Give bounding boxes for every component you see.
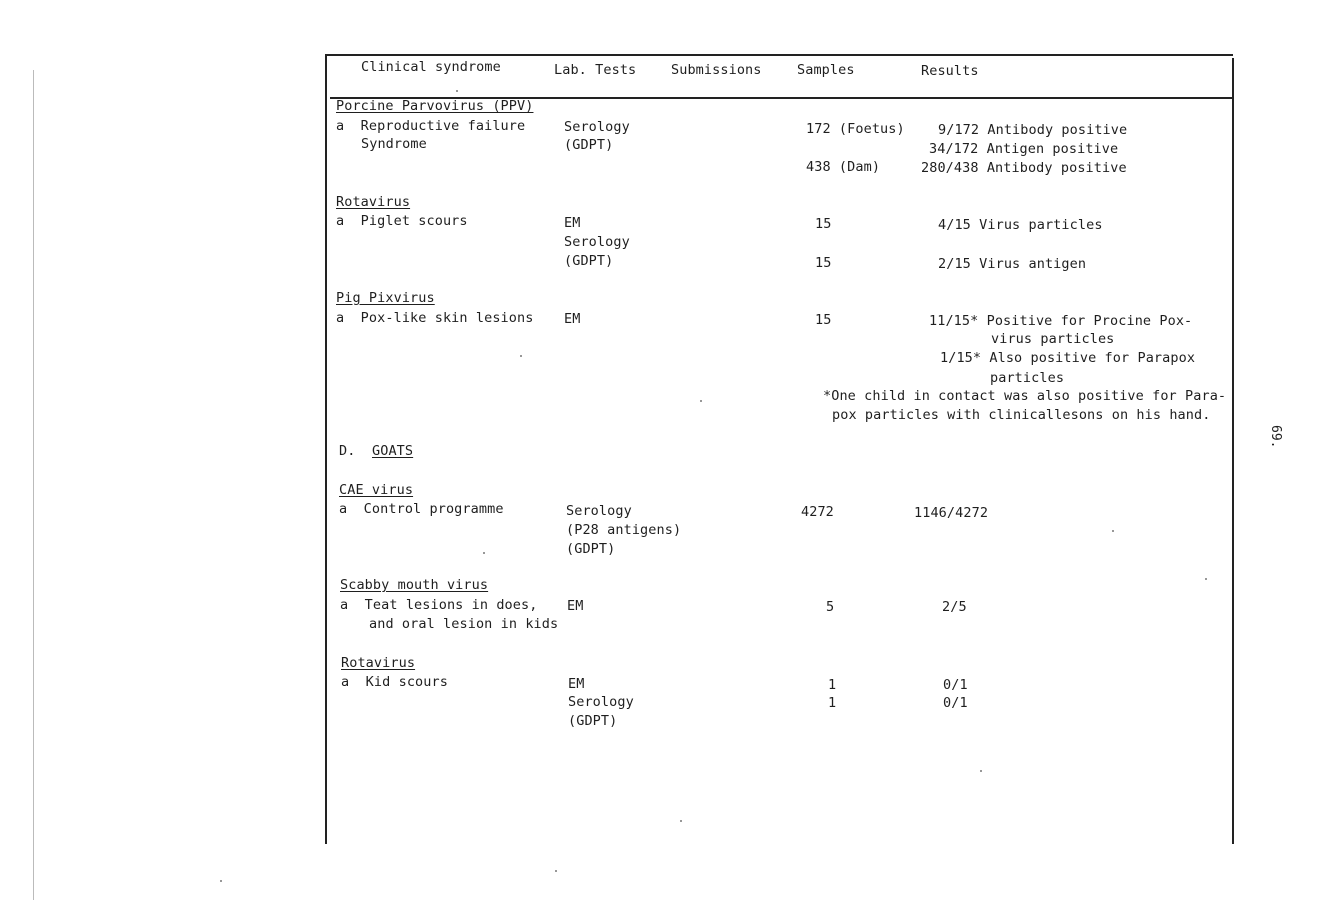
- rota-goat-lab-em: EM: [568, 676, 585, 692]
- rota-pig-result-2: 2/15 Virus antigen: [938, 256, 1087, 272]
- scan-speck: [220, 880, 222, 882]
- table-left-border: [325, 54, 327, 844]
- rota-goat-sample-1: 1: [828, 677, 837, 693]
- section-title-rotavirus-goat: Rotavirus: [341, 655, 416, 671]
- scan-speck: [1112, 530, 1114, 532]
- header-submissions: Submissions: [671, 62, 762, 78]
- pigpox-result-2b: particles: [990, 370, 1065, 386]
- scan-speck: [456, 90, 458, 92]
- ppv-lab-serology: Serology: [564, 119, 630, 135]
- scan-speck: [483, 552, 485, 554]
- header-clinical-syndrome: Clinical syndrome: [361, 59, 501, 75]
- pigpox-syndrome: a Pox-like skin lesions: [336, 310, 534, 326]
- ppv-sample-dam: 438 (Dam): [806, 159, 881, 175]
- pigpox-sample: 15: [815, 312, 832, 328]
- section-title-cae-virus: CAE virus: [339, 482, 414, 498]
- page-number: 69.: [1268, 425, 1283, 449]
- ppv-lab-gdpt: (GDPT): [564, 137, 614, 153]
- rota-pig-lab-gdpt: (GDPT): [564, 253, 614, 269]
- scabby-sample: 5: [826, 599, 835, 615]
- header-samples: Samples: [797, 62, 855, 78]
- ppv-sample-foetus: 172 (Foetus): [806, 121, 905, 137]
- ppv-syndrome-line2: Syndrome: [361, 136, 427, 152]
- rota-pig-result-1: 4/15 Virus particles: [938, 217, 1103, 233]
- header-lab-tests: Lab. Tests: [554, 62, 637, 78]
- scabby-result: 2/5: [942, 599, 967, 615]
- rota-goat-lab-gdpt: (GDPT): [568, 713, 618, 729]
- scan-speck: [555, 870, 557, 872]
- rota-goat-sample-2: 1: [828, 695, 837, 711]
- cae-lab-p28: (P28 antigens): [566, 522, 682, 538]
- ppv-result-2: 34/172 Antigen positive: [929, 141, 1119, 157]
- scan-speck: [700, 400, 702, 402]
- cae-sample: 4272: [801, 504, 834, 520]
- scan-speck: [680, 820, 682, 822]
- pigpox-result-2: 1/15* Also positive for Parapox: [940, 350, 1196, 366]
- left-margin-line: [33, 70, 34, 900]
- scabby-lab-em: EM: [567, 598, 584, 614]
- ppv-result-3: 280/438 Antibody positive: [921, 160, 1127, 176]
- goats-section-prefix: D.: [339, 443, 356, 459]
- ppv-result-1: 9/172 Antibody positive: [938, 122, 1128, 138]
- section-title-scabby-mouth: Scabby mouth virus: [340, 577, 489, 593]
- ppv-syndrome-line1: a Reproductive failure: [336, 118, 526, 134]
- header-results: Results: [921, 63, 979, 79]
- goats-section-title: GOATS: [372, 443, 414, 459]
- scabby-syndrome-line2: and oral lesion in kids: [369, 616, 559, 632]
- rota-pig-sample-1: 15: [815, 216, 832, 232]
- scan-speck: [980, 770, 982, 772]
- rota-pig-lab-em: EM: [564, 215, 581, 231]
- scan-speck: [1205, 578, 1207, 580]
- pigpox-result-1: 11/15* Positive for Procine Pox-: [929, 313, 1193, 329]
- rota-pig-syndrome: a Piglet scours: [336, 213, 468, 229]
- rota-goat-lab-serology: Serology: [568, 694, 634, 710]
- pigpox-footnote-1: *One child in contact was also positive for Para-: [823, 388, 1227, 404]
- rota-goat-result-1: 0/1: [943, 677, 968, 693]
- section-title-rotavirus-pig: Rotavirus: [336, 194, 411, 210]
- cae-syndrome: a Control programme: [339, 501, 504, 517]
- rota-goat-result-2: 0/1: [943, 695, 968, 711]
- scan-speck: [520, 355, 522, 357]
- section-title-ppv: Porcine Parvovirus (PPV): [336, 98, 534, 114]
- pigpox-lab-em: EM: [564, 311, 581, 327]
- rota-pig-lab-serology: Serology: [564, 234, 630, 250]
- scabby-syndrome-line1: a Teat lesions in does,: [340, 597, 538, 613]
- cae-lab-serology: Serology: [566, 503, 632, 519]
- section-title-pig-pixvirus: Pig Pixvirus: [336, 290, 435, 306]
- pigpox-result-1b: virus particles: [991, 331, 1115, 347]
- rota-goat-syndrome: a Kid scours: [341, 674, 448, 690]
- cae-lab-gdpt: (GDPT): [566, 541, 616, 557]
- rota-pig-sample-2: 15: [815, 255, 832, 271]
- cae-result: 1146/4272: [914, 505, 989, 521]
- table-right-border: [1232, 58, 1234, 844]
- pigpox-footnote-2: pox particles with clinicallesons on his hand.: [832, 407, 1211, 423]
- table-top-rule: [325, 54, 1233, 56]
